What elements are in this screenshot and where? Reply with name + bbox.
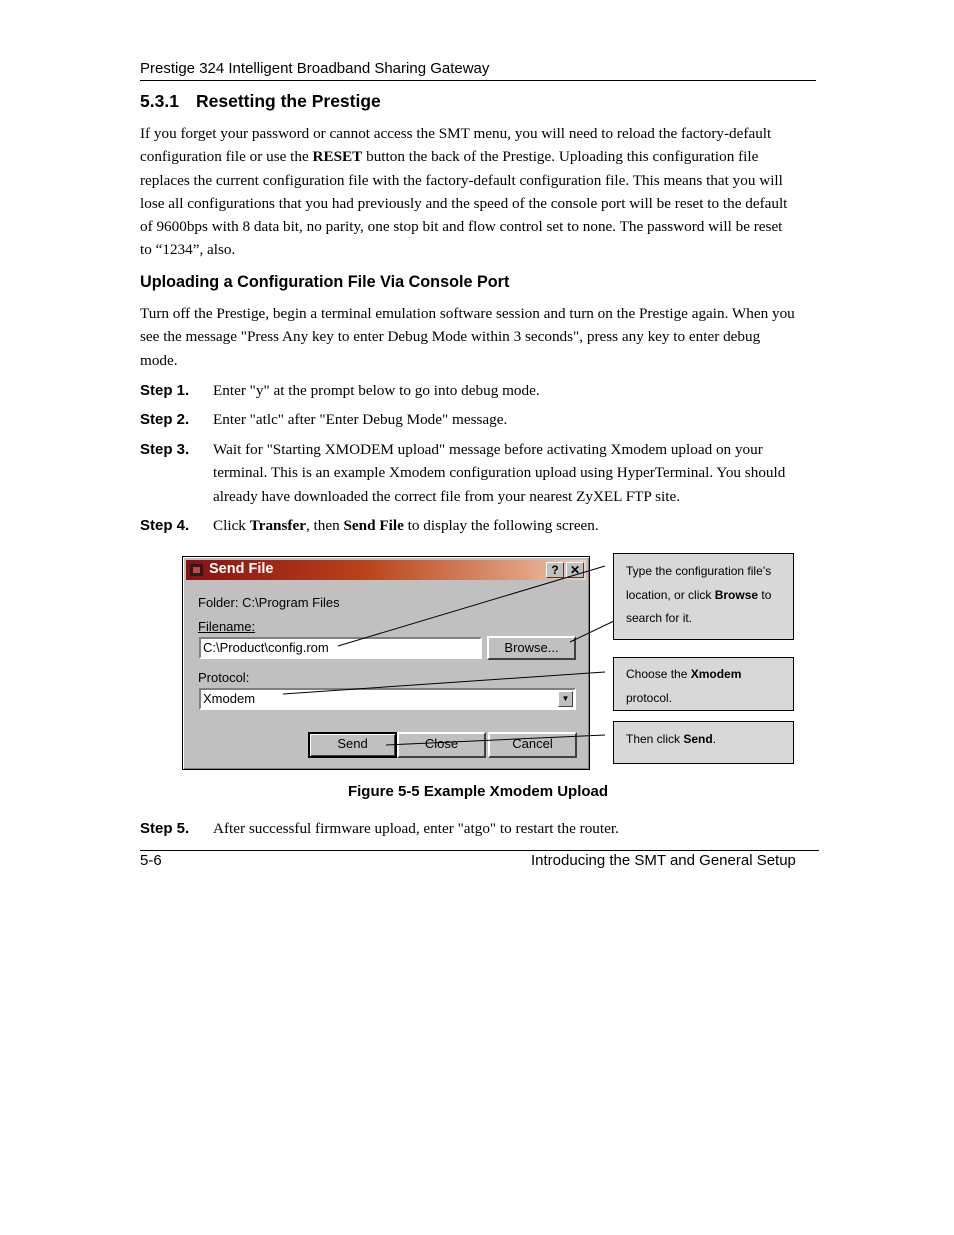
close-button[interactable]: Close (397, 732, 486, 758)
transfer-term: Transfer (249, 517, 306, 534)
send-file-term: Send File (343, 517, 404, 534)
subsection-heading: Uploading a Configuration File Via Console Port (140, 273, 510, 291)
text-line: lose all configurations that you had previously and the speed of the console port will be reset to the default (140, 194, 788, 212)
step-label: Step 1. (140, 382, 190, 399)
close-icon[interactable]: ✕ (566, 562, 584, 578)
text-line: replaces the current configuration file with the factory-default configuration file. This means that you will (140, 171, 783, 189)
step-label: Step 4. (140, 517, 190, 534)
protocol-label: Protocol: (198, 670, 250, 685)
step-text: After successful firmware upload, enter "atgo" to restart the router. (213, 820, 619, 837)
send-button[interactable]: Send (308, 732, 397, 758)
folder-label: Folder: C:\Program Files (198, 595, 340, 610)
leader-line-browse (570, 621, 614, 642)
leader-line-send (386, 735, 605, 745)
callout-protocol: Choose the Xmodem protocol. (613, 657, 794, 711)
text-line: mode. (140, 351, 178, 369)
text-line: If you forget your password or cannot access the SMT menu, you will need to reload the factory-default (140, 125, 772, 142)
callout-filename: Type the configuration file’s location, or click Browse to search for it. (613, 553, 794, 640)
section-number: 5.3.1 (140, 91, 179, 111)
browse-button[interactable]: Browse... (487, 636, 576, 660)
leader-line-filename (338, 566, 605, 646)
running-header: Prestige 324 Intelligent Broadband Sharing Gateway (140, 60, 490, 77)
text-line: to “1234”, also. (140, 241, 236, 259)
step-text: Wait for "Starting XMODEM upload" message before activating Xmodem upload on your terminal. This is an example Xmodem configuration upload using HyperTerminal. You should already have downloaded the correct file from your nearest ZyXEL FTP site. (213, 441, 786, 505)
cancel-button[interactable]: Cancel (488, 732, 577, 758)
help-button[interactable]: ? (546, 562, 564, 578)
step-label: Step 2. (140, 411, 190, 428)
leader-line-protocol (283, 672, 605, 694)
text-line: configuration file or use the RESET button the back of the Prestige. Uploading this configuration file (140, 148, 759, 166)
step-text: Enter "y" at the prompt below to go into debug mode. (213, 382, 540, 399)
footer-rule (140, 850, 819, 851)
step-text: Click Transfer, then Send File to display the following screen. (213, 517, 599, 534)
figure-caption: Figure 5-5 Example Xmodem Upload (347, 783, 609, 800)
section-title: Resetting the Prestige (196, 91, 381, 111)
filename-label: Filename: (198, 619, 256, 634)
text-line: Turn off the Prestige, begin a terminal emulation software session and turn on the Prestige again. When you (140, 305, 795, 322)
filename-input[interactable]: C:\Product\config.rom (199, 637, 482, 659)
protocol-value: Xmodem (203, 691, 256, 706)
step-5 (140, 817, 816, 840)
text-line: see the message "Press Any key to enter Debug Mode within 3 seconds", press any key to enter debug (140, 328, 761, 346)
text-line: of 9600bps with 8 data bit, no parity, one stop bit and flow control set to none. The password will be reset (140, 218, 783, 236)
step-label: Step 5. (140, 820, 190, 837)
chapter-title: Introducing the SMT and General Setup (531, 852, 796, 869)
chevron-down-icon[interactable]: ▼ (558, 691, 573, 707)
dialog-title: Send File (209, 561, 274, 577)
step-label: Step 3. (140, 441, 190, 458)
step-text: Enter "atlc" after "Enter Debug Mode" message. (213, 411, 508, 428)
reset-term: RESET (312, 148, 363, 166)
callout-send: Then click Send. (613, 721, 794, 764)
page-number: 5-6 (140, 852, 162, 869)
